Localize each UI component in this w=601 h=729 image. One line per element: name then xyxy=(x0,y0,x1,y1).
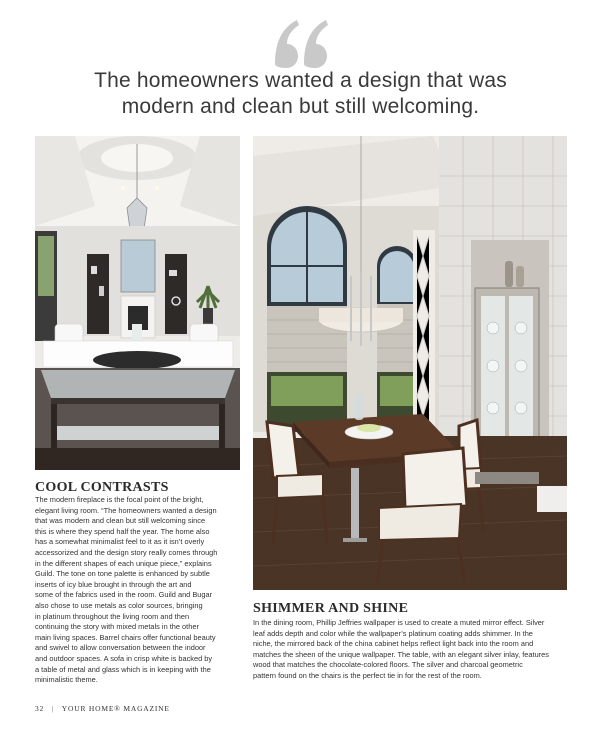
section-heading-cool-contrasts: COOL CONTRASTS xyxy=(35,480,169,495)
body-line: in platinum throughout the living room and then xyxy=(35,611,190,621)
section-body-cool-contrasts xyxy=(35,495,247,686)
body-line: matches the sheen of the unique wallpaper. The table, with an elegant silver inlay, features xyxy=(253,649,549,659)
living-room-photo xyxy=(35,136,240,470)
body-line: Guild. The tone on tone palette is enhanced by subtle xyxy=(35,569,210,579)
body-line: main living spaces. Barrel chairs offer functional beauty xyxy=(35,632,216,642)
page-footer xyxy=(35,704,170,713)
body-line: that was modern and clean but still welcoming since xyxy=(35,516,206,526)
pull-quote-line: The homeowners wanted a design that was xyxy=(94,69,507,92)
magazine-name: YOUR HOME® MAGAZINE xyxy=(61,704,170,713)
pull-quote-line: modern and clean but still welcoming. xyxy=(121,95,480,118)
page-number: 32 xyxy=(35,704,45,713)
footer-separator: | xyxy=(51,704,55,713)
body-line: and outdoor spaces. A sofa in crisp white is backed by xyxy=(35,653,213,663)
body-line: has a somewhat minimalist feel to it as it isn’t overly xyxy=(35,537,205,547)
section-heading-shimmer-and-shine: SHIMMER AND SHINE xyxy=(253,601,409,616)
body-line: pattern found on the chairs is the perfect tie in for the rest of the room. xyxy=(253,670,482,680)
body-line: this is where they spend half the year. The home also xyxy=(35,526,210,536)
body-line: In the dining room, Phillip Jeffries wallpaper is used to create a muted mirror effect. Silver xyxy=(253,618,545,627)
body-line: a table of metal and glass which is in keeping with the xyxy=(35,664,211,674)
quotation-mark-icon xyxy=(271,14,331,70)
body-line: minimalistic theme. xyxy=(35,675,98,685)
pull-quote xyxy=(20,68,581,120)
body-line: some of the fabrics used in the room. Guild and Bugar xyxy=(35,590,213,600)
body-line: leaf adds depth and color while the wallpaper’s platinum coating adds shimmer. In the xyxy=(253,628,533,638)
body-line: The modern fireplace is the focal point of the bright, xyxy=(35,495,204,504)
body-line: in the different shapes of each unique piece,” explains xyxy=(35,558,212,568)
body-line: niche, the mirrored back of the china cabinet helps reflect light back into the room and xyxy=(253,639,534,649)
body-line: continuing the story with mixed metals in the other xyxy=(35,622,199,632)
body-line: inserts of icy blue brought in through the art and xyxy=(35,579,192,589)
section-body-shimmer-and-shine xyxy=(253,618,571,682)
dining-room-photo xyxy=(253,136,567,590)
body-line: wood that matches the chocolate-colored floors. The silver and charcoal geometric xyxy=(253,660,523,670)
body-line: elegant living room. “The homeowners wanted a design xyxy=(35,505,217,515)
body-line: also chose to use metals as color sources, bringing xyxy=(35,600,203,610)
body-line: and swivel to allow conversation between the indoor xyxy=(35,643,206,653)
body-line: accessorized and the design story really comes through xyxy=(35,547,218,557)
